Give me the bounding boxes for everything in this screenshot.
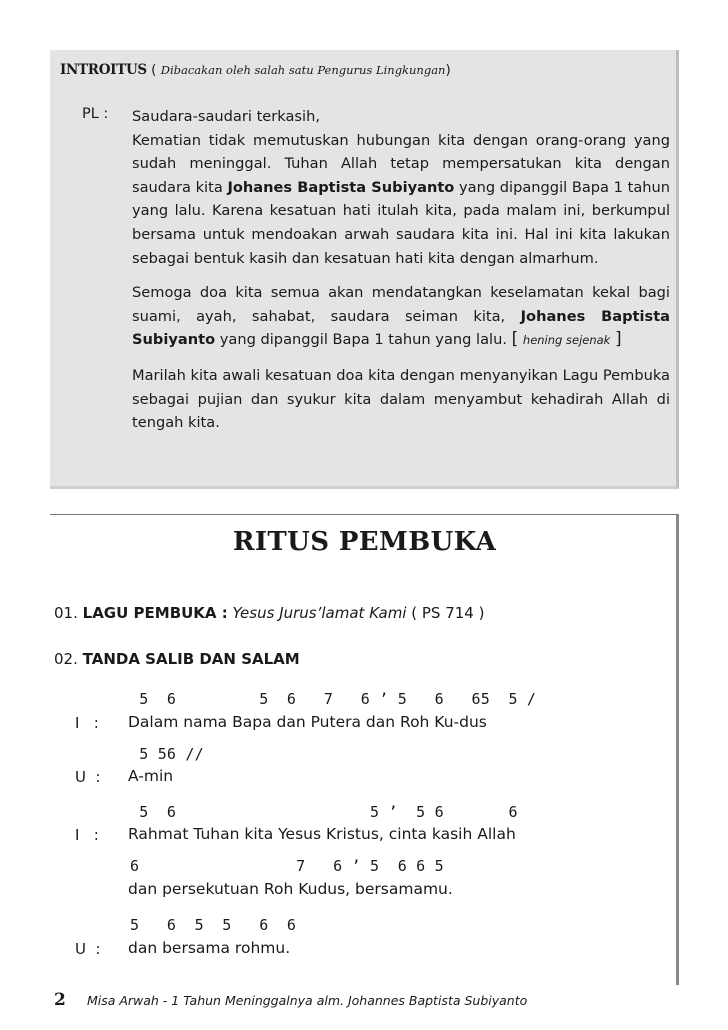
- speaker-label: I :: [75, 826, 99, 844]
- paren-close: ): [445, 62, 451, 78]
- paragraph-3: Marilah kita awali kesatuan doa kita dengan menyanyikan Lagu Pembuka sebagai pujian dan syukur kita dalam menyambut kehadirah Allah di tengah kita.: [132, 366, 670, 432]
- lyric-line: Rahmat Tuhan kita Yesus Kristus, cinta kasih Allah: [128, 825, 516, 843]
- greeting: Saudara-saudari terkasih,: [132, 108, 320, 125]
- item-tanda-salib: 02. TANDA SALIB DAN SALAM: [54, 650, 300, 668]
- lyric-line: A-min: [128, 767, 174, 785]
- introitus-instruction: Dibacakan oleh salah satu Pengurus Lingkungan: [160, 63, 446, 77]
- page-number: 2: [54, 990, 66, 1010]
- introitus-heading: [60, 62, 451, 78]
- deceased-name: Johanes Baptista Subiyanto: [132, 307, 671, 349]
- lyric-line: Dalam nama Bapa dan Putera dan Roh Ku-dus: [128, 713, 487, 731]
- speaker-label: U :: [75, 940, 101, 958]
- silence-note: hening sejenak: [522, 333, 611, 348]
- notation-line: 5 6 5 ’ 5 6 6: [130, 803, 518, 821]
- introitus-text: [132, 105, 670, 446]
- paragraph-2: Semoga doa kita semua akan mendatangkan keselamatan kekal bagi suami, ayah, sahabat, saudara seiman kita, Johanes Baptista Subiyanto yang dipanggil Bapa 1 tahun yang lalu. [ hening sejenak ]: [132, 284, 671, 350]
- notation-line: 5 56 //: [130, 745, 204, 763]
- page-footer: [54, 990, 527, 1010]
- bracket-open: [: [511, 329, 519, 350]
- notation-line: 5 6 5 6 7 6 ’ 5 6 65 5 /: [130, 690, 537, 708]
- footer-text: Misa Arwah - 1 Tahun Meninggalnya alm. Johannes Baptista Subiyanto: [86, 993, 528, 1008]
- introitus-title: INTROITUS: [60, 62, 147, 78]
- speaker-label: I :: [75, 714, 99, 732]
- paren-open: (: [151, 62, 157, 78]
- speaker-label: U :: [75, 768, 101, 786]
- notation-line: 5 6 5 5 6 6: [130, 916, 297, 934]
- notation-line: 6 7 6 ’ 5 6 6 5: [130, 857, 444, 875]
- lyric-line: dan persekutuan Roh Kudus, bersamamu.: [128, 880, 453, 898]
- deceased-name: Johanes Baptista Subiyanto: [227, 178, 455, 196]
- song-title: Yesus Jurus’lamat Kami: [232, 604, 407, 622]
- speaker-pl: PL :: [82, 106, 109, 122]
- lyric-line: dan bersama rohmu.: [128, 939, 291, 957]
- paragraph-1: Kematian tidak memutuskan hubungan kita dengan orang-orang yang sudah meninggal. Tuhan Allah tetap mempersatukan kita dengan saudara kita Johanes Baptista Subiyanto yang dipanggil Bapa 1 tahun yang lalu. Karena kesatuan hati itulah kita, pada malam ini, berkumpul bersama untuk mendoakan arwah saudara kita ini. Hal ini kita lakukan sebagai bentuk kasih dan kesatuan hati kita dengan almarhum.: [132, 131, 671, 267]
- section-title: RITUS PEMBUKA: [232, 527, 497, 557]
- item-lagu-pembuka: 01. LAGU PEMBUKA : Yesus Jurus’lamat Kami ( PS 714 ): [54, 604, 485, 622]
- bracket-close: ]: [614, 329, 622, 350]
